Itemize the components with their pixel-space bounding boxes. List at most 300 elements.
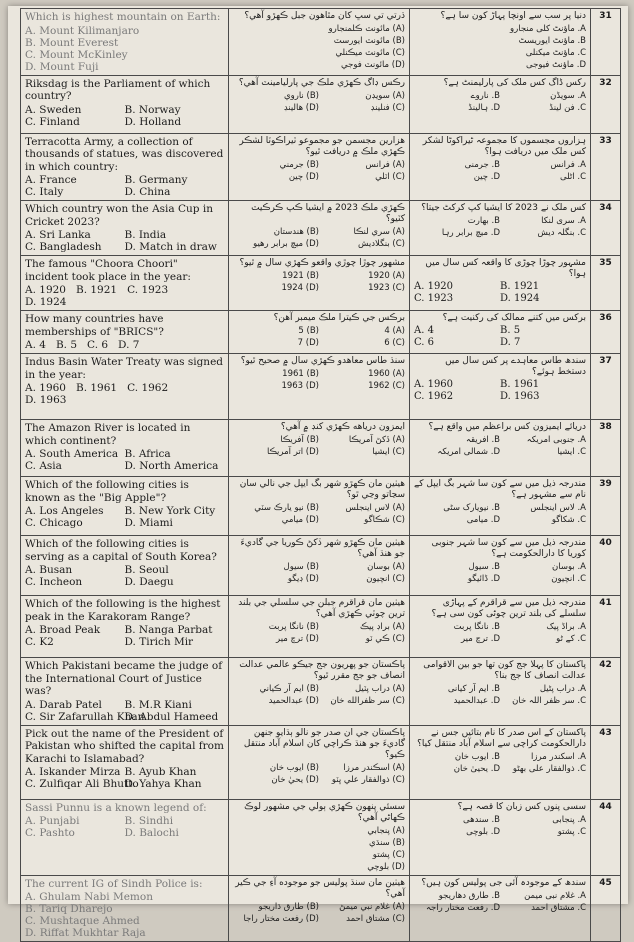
sindhi-question-text: هيٺين مان سنڌ پوليس جو موجوده آءِ جي ڪير آهي؟ bbox=[235, 877, 405, 899]
sindhi-question-text: رڪس ڊاگ ڪهڙي ملڪ جي پارليامينٽ آهي؟ bbox=[238, 77, 405, 88]
option-a: A. دراب پٹیل bbox=[539, 684, 586, 694]
question-number: 43 bbox=[591, 725, 621, 799]
sindhi-question-text: پاڪستان جو پهريون جج جيڪو عالمي عدالت انصاف جو جج مقرر ٿيو؟ bbox=[239, 660, 405, 681]
urdu-question-text: پاکستان کا پہلا جج کون تھا جو بین الاقوامی عدالت انصاف کا جج بنا؟ bbox=[423, 660, 586, 681]
sindhi-question-text: ڪهڙي ملڪ 2023 ۾ ايشيا ڪپ ڪرڪيٽ کٽيو؟ bbox=[251, 203, 405, 224]
question-row bbox=[21, 9, 621, 76]
urdu-options bbox=[414, 215, 586, 239]
question-row bbox=[21, 658, 621, 726]
sindhi-options bbox=[233, 762, 405, 786]
urdu-question-text: سسی پنوں کس زبان کا قصہ ہے؟ bbox=[457, 801, 586, 812]
option-c: C. 1962 bbox=[414, 391, 454, 402]
urdu-question-text: مندرجہ ذیل میں سے قراقرم کے پہاڑی سلسلے کی بلند ترین چوٹی کون سی ہے؟ bbox=[431, 598, 586, 619]
english-question-cell bbox=[21, 256, 229, 311]
option-d: D. عبدالحمید bbox=[453, 696, 500, 706]
sindhi-options bbox=[233, 325, 405, 349]
sindhi-question-cell bbox=[229, 256, 410, 311]
option-c: C. 1923 bbox=[127, 284, 169, 296]
question-number: 31 bbox=[591, 9, 621, 76]
urdu-question-cell bbox=[410, 725, 591, 799]
english-options bbox=[25, 699, 224, 723]
question-row bbox=[21, 536, 621, 596]
option-a: (A) غلام نبي ميمڻ bbox=[339, 901, 405, 912]
urdu-options bbox=[414, 751, 586, 775]
option-a: A. 1920 bbox=[25, 284, 66, 296]
english-options bbox=[25, 339, 224, 351]
option-d: D. Riffat Mukhtar Raja bbox=[25, 927, 146, 939]
urdu-options bbox=[414, 379, 586, 403]
english-options bbox=[25, 564, 224, 588]
option-b: B. سیول bbox=[468, 562, 500, 572]
english-question-text: The Amazon River is located in which continent? bbox=[25, 422, 191, 447]
option-d: (D) 1963 bbox=[281, 381, 319, 391]
option-a: (A) پنجابي bbox=[367, 825, 405, 836]
urdu-question-text: کس ملک نے 2023 کا ایشیا کپ کرکٹ جیتا؟ bbox=[421, 203, 586, 213]
question-row bbox=[21, 477, 621, 536]
option-c: C. Finland bbox=[25, 115, 80, 128]
option-b: (B) نيو يارڪ سٽي bbox=[254, 503, 319, 513]
option-a: A. South America bbox=[25, 448, 119, 460]
urdu-question-cell bbox=[410, 477, 591, 536]
option-d: D. شمالی امریکہ bbox=[437, 447, 500, 457]
question-number: 36 bbox=[591, 311, 621, 354]
option-c: (C) پشتو bbox=[372, 849, 405, 860]
option-a: A. سویڈن bbox=[550, 90, 586, 101]
question-number: 33 bbox=[591, 133, 621, 201]
option-d: D. 1924 bbox=[25, 296, 67, 308]
sindhi-question-cell bbox=[229, 9, 410, 76]
option-a: (A) سويڊن bbox=[365, 90, 405, 101]
option-c: C. شکاگو bbox=[551, 515, 586, 525]
sindhi-question-text: مشهور چوڙا چوڙي واقعو ڪهڙي سال ۾ ٿيو؟ bbox=[239, 258, 405, 268]
option-b: (B) 1921 bbox=[282, 271, 319, 281]
english-options bbox=[25, 766, 224, 790]
option-a: A. پنجابی bbox=[552, 814, 586, 825]
option-d: D. Holland bbox=[124, 115, 182, 128]
option-c: C. بنگلہ دیش bbox=[537, 228, 586, 238]
option-c: (C) 6 bbox=[384, 338, 405, 348]
option-a: (A) لاس اينجلس bbox=[345, 503, 405, 513]
urdu-question-text: مشہور چوڑا چوڑی کا واقعہ کس سال میں ہوا؟ bbox=[425, 258, 586, 279]
option-c: C. اٹلی bbox=[560, 171, 586, 182]
option-c: C. Incheon bbox=[25, 576, 83, 588]
option-a: A. 1960 bbox=[25, 382, 66, 394]
option-a: (A) مائونٽ ڪلمنجارو bbox=[328, 24, 405, 34]
option-a: A. Ghulam Nabi Memon bbox=[25, 891, 153, 903]
english-question-text: Sassi Punnu is a known legend of: bbox=[25, 801, 207, 814]
sindhi-question-text: هزارين مجسمن جو مجموعو ٽيراڪوٽا لشڪر ڪهڙي ملڪ ۾ دريافت ٿيو؟ bbox=[239, 135, 405, 157]
sindhi-options bbox=[233, 23, 405, 71]
option-d: (D) عبدالحميد bbox=[268, 696, 319, 706]
urdu-question-text: رکس ڈاگ کس ملک کی پارلیمنٹ ہے؟ bbox=[443, 77, 586, 88]
sindhi-options bbox=[233, 159, 405, 183]
option-b: B. نانگا پربت bbox=[453, 622, 500, 632]
option-c: (C) ذوالفقار علي ڀٽو bbox=[331, 774, 405, 785]
sindhi-question-cell bbox=[229, 875, 410, 942]
option-c: C. ایشیا bbox=[557, 447, 586, 457]
option-d: (D) ترچ مير bbox=[276, 634, 319, 644]
option-d: D. Abdul Hameed bbox=[124, 710, 219, 723]
option-c: C. سر ظفر اللہ خان bbox=[512, 696, 586, 706]
option-a: A. 1920 bbox=[414, 281, 454, 292]
option-c: (C) ايشيا bbox=[372, 447, 405, 457]
option-d: D. رفعت مختار راجہ bbox=[426, 902, 500, 913]
option-b: B. افریقہ bbox=[465, 435, 500, 445]
option-d: D. میچ برابر رہا bbox=[441, 228, 500, 238]
urdu-question-text: سندھ کے موجودہ آئی جی پولیس کون ہیں؟ bbox=[421, 877, 586, 888]
urdu-options bbox=[414, 502, 586, 526]
urdu-question-cell bbox=[410, 420, 591, 477]
sindhi-options bbox=[233, 226, 405, 250]
english-question-text: Terracotta Army, a collection of thousands of statues, was discovered in which country: bbox=[25, 135, 224, 173]
sindhi-question-text: هيٺين مان ڪهڙو شهر ڏکڻ ڪوريا جي گاديءَ جو هنڌ آهي؟ bbox=[240, 538, 405, 559]
option-d: D. 1963 bbox=[500, 391, 540, 402]
english-options bbox=[25, 815, 224, 839]
sindhi-options bbox=[233, 434, 405, 458]
option-a: (A) سري لنڪا bbox=[353, 227, 405, 237]
english-question-cell bbox=[21, 725, 229, 799]
question-number: 40 bbox=[591, 536, 621, 596]
urdu-options bbox=[414, 281, 586, 305]
option-c: C. Zulfiqar Ali Bhutto bbox=[25, 778, 139, 790]
english-question-text: Indus Basin Water Treaty was signed in the year: bbox=[25, 356, 223, 381]
english-options bbox=[25, 448, 224, 472]
english-question-cell bbox=[21, 75, 229, 133]
option-d: D. ترچ میر bbox=[460, 634, 500, 644]
option-a: (A) اسڪندر مرزا bbox=[343, 762, 405, 773]
option-a: (A) 4 bbox=[384, 326, 405, 336]
option-d: (D) مائونٽ فوجي bbox=[340, 60, 405, 70]
sindhi-question-cell bbox=[229, 799, 410, 875]
option-b: (B) 5 bbox=[298, 326, 319, 336]
option-b: (B) آفريڪا bbox=[280, 435, 319, 445]
urdu-options bbox=[414, 890, 586, 914]
option-d: (D) بلوچي bbox=[367, 861, 405, 872]
option-d: D. چین bbox=[473, 171, 500, 182]
option-d: D. ہالینڈ bbox=[468, 102, 500, 113]
option-b: B. جرمنی bbox=[464, 159, 500, 170]
question-row bbox=[21, 596, 621, 658]
option-d: D. 1924 bbox=[500, 293, 540, 304]
option-b: B. 1921 bbox=[75, 284, 118, 296]
option-c: (C) انچيون bbox=[366, 574, 405, 584]
urdu-options bbox=[414, 90, 586, 114]
english-question-text: The famous "Choora Choori" incident took place in the year: bbox=[25, 258, 191, 283]
sindhi-options bbox=[233, 621, 405, 645]
option-c: C. مشتاق احمد bbox=[531, 902, 586, 913]
option-a: A. 4 bbox=[414, 325, 434, 336]
option-b: B. 5 bbox=[500, 325, 521, 336]
option-a: (A) براڊ پيڪ bbox=[360, 622, 405, 632]
option-b: B. ناروے bbox=[470, 90, 500, 101]
option-c: (C) مشتاق احمد bbox=[346, 913, 405, 924]
english-question-text: Which is highest mountain on Earth: bbox=[25, 11, 221, 23]
option-c: C. Mount McKinley bbox=[25, 48, 128, 61]
question-number: 44 bbox=[591, 799, 621, 875]
english-options bbox=[25, 25, 224, 73]
option-b: (B) جرمني bbox=[279, 159, 319, 170]
option-d: D. یحییٰ خان bbox=[453, 763, 500, 774]
option-b: (B) سيول bbox=[283, 562, 319, 572]
option-d: (D) چين bbox=[288, 171, 319, 182]
option-c: C. Pashto bbox=[25, 827, 75, 839]
sindhi-question-text: سسئي پنهون ڪهڙي ٻولي جي مشهور لوڪ ڪهاڻي آهي؟ bbox=[244, 801, 405, 823]
option-c: C. 1962 bbox=[127, 382, 169, 394]
option-d: D. China bbox=[124, 186, 171, 198]
sindhi-question-cell bbox=[229, 477, 410, 536]
option-b: B. New York City bbox=[124, 505, 216, 517]
option-d: D. Balochi bbox=[124, 827, 179, 839]
option-c: (C) ڪي ٽو bbox=[365, 634, 405, 644]
sindhi-question-cell bbox=[229, 75, 410, 133]
option-c: C. ماؤنٹ میکنلی bbox=[525, 48, 586, 58]
option-c: (C) بنگلاديش bbox=[358, 239, 405, 249]
question-row bbox=[21, 799, 621, 875]
option-d: D. Match in draw bbox=[124, 241, 217, 253]
option-c: C. 6 bbox=[414, 337, 435, 348]
option-c: C. ذوالفقار علی بھٹو bbox=[512, 763, 586, 774]
sindhi-options bbox=[233, 502, 405, 526]
question-number: 32 bbox=[591, 75, 621, 133]
option-a: (A) فرانس bbox=[365, 159, 405, 170]
question-row bbox=[21, 256, 621, 311]
option-d: (D) 1924 bbox=[281, 283, 319, 293]
option-d: (D) ڊيگو bbox=[287, 574, 319, 584]
english-question-text: Which of the following is the highest peak in the Karakoram Range? bbox=[25, 598, 221, 623]
option-b: B. ماؤنٹ ایوریسٹ bbox=[518, 36, 586, 46]
question-number: 38 bbox=[591, 420, 621, 477]
option-c: (C) 1923 bbox=[368, 283, 405, 293]
option-a: A. بوسان bbox=[552, 562, 586, 572]
option-c: C. K2 bbox=[25, 636, 54, 648]
sindhi-options bbox=[233, 901, 405, 925]
english-question-text: Which of the following cities is serving as a capital of South Korea? bbox=[25, 538, 217, 563]
urdu-question-text: مندرجہ ذیل میں سے کون سا شہر بگ ایپل کے نام سے مشہور ہے؟ bbox=[414, 479, 586, 500]
option-a: A. Sri Lanka bbox=[25, 229, 91, 241]
sindhi-question-cell bbox=[229, 658, 410, 726]
option-b: (B) نانگا پربت bbox=[268, 622, 319, 632]
option-d: D. 7 bbox=[500, 337, 521, 348]
english-question-cell bbox=[21, 477, 229, 536]
option-d: D. 7 bbox=[118, 339, 140, 351]
urdu-options bbox=[414, 159, 586, 183]
question-number: 34 bbox=[591, 201, 621, 256]
sindhi-question-cell bbox=[229, 201, 410, 256]
urdu-options bbox=[414, 621, 586, 645]
option-c: C. Sir Zafarullah Khan bbox=[25, 710, 145, 723]
urdu-question-text: پاکستان کے اس صدر کا نام بتائیں جس نے دارالحکومت کراچی سے اسلام آباد منتقل کیا؟ bbox=[417, 727, 586, 749]
english-question-cell bbox=[21, 536, 229, 596]
english-options bbox=[25, 229, 224, 253]
option-b: B. Sindhi bbox=[124, 815, 174, 827]
option-a: A. Iskander Mirza bbox=[25, 766, 121, 778]
option-a: A. جنوبی امریکہ bbox=[526, 435, 586, 445]
urdu-question-text: دنیا پر سب سے اونچا پہاڑ کون سا ہے؟ bbox=[440, 11, 586, 21]
option-c: C. فن لینڈ bbox=[549, 102, 586, 113]
urdu-options bbox=[414, 814, 586, 838]
english-question-cell bbox=[21, 354, 229, 420]
option-d: (D) اتر آمريڪا bbox=[267, 447, 319, 457]
option-b: B. Tariq Dharejo bbox=[25, 903, 113, 915]
urdu-question-cell bbox=[410, 256, 591, 311]
option-b: (B) 1961 bbox=[282, 369, 319, 379]
questions-table bbox=[20, 8, 621, 942]
option-b: B. Africa bbox=[124, 448, 171, 460]
sindhi-question-cell bbox=[229, 596, 410, 658]
urdu-question-cell bbox=[410, 75, 591, 133]
option-b: B. 1961 bbox=[500, 379, 540, 390]
urdu-question-cell bbox=[410, 133, 591, 201]
option-b: (B) سنڌي bbox=[369, 837, 405, 848]
english-question-cell bbox=[21, 420, 229, 477]
option-b: B. M.R Kiani bbox=[124, 698, 192, 711]
english-question-text: Which country won the Asia Cup in Cricket 2023? bbox=[25, 203, 213, 228]
option-b: B. سندھی bbox=[463, 814, 500, 825]
sindhi-question-text: برڪس جي ڪيترا ملڪ ميمبر آهن؟ bbox=[273, 313, 405, 323]
sindhi-question-cell bbox=[229, 420, 410, 477]
option-d: D. 1963 bbox=[25, 394, 67, 406]
sindhi-question-cell bbox=[229, 311, 410, 354]
option-b: B. بھارت bbox=[467, 216, 500, 226]
urdu-question-cell bbox=[410, 799, 591, 875]
option-a: A. اسکندر مرزا bbox=[531, 751, 586, 762]
option-d: D. Mount Fuji bbox=[25, 60, 99, 73]
option-a: (A) 1960 bbox=[368, 369, 405, 379]
option-b: B. Seoul bbox=[124, 564, 169, 576]
sindhi-options bbox=[233, 90, 405, 114]
option-c: C. 1923 bbox=[414, 293, 454, 304]
question-number: 37 bbox=[591, 354, 621, 420]
option-a: A. Mount Kilimanjaro bbox=[25, 24, 140, 37]
option-d: (D) هالينڊ bbox=[283, 102, 319, 113]
english-question-text: How many countries have memberships of "BRICS"? bbox=[25, 313, 164, 338]
option-a: A. براڈ پیک bbox=[546, 622, 586, 632]
english-question-text: Which of the following cities is known as the "Big Apple"? bbox=[25, 479, 189, 504]
option-a: A. لاس اینجلس bbox=[530, 503, 586, 513]
urdu-question-cell bbox=[410, 354, 591, 420]
question-row bbox=[21, 725, 621, 799]
option-d: (D) 7 bbox=[297, 338, 319, 348]
english-options bbox=[25, 174, 224, 198]
option-a: (A) بوسان bbox=[367, 562, 405, 572]
question-row bbox=[21, 201, 621, 256]
option-a: A. Los Angeles bbox=[25, 505, 104, 517]
english-options bbox=[25, 104, 224, 128]
option-b: B. 5 bbox=[55, 339, 78, 351]
urdu-question-text: سندھ طاس معاہدے پر کس سال میں دستخط ہوئے؟ bbox=[445, 356, 586, 377]
option-b: (B) هندستان bbox=[273, 227, 319, 237]
question-row bbox=[21, 420, 621, 477]
english-question-cell bbox=[21, 596, 229, 658]
option-a: A. سری لنکا bbox=[541, 216, 586, 226]
option-a: A. Darab Patel bbox=[25, 698, 102, 711]
option-b: B. طارق دھاریجو bbox=[438, 890, 500, 901]
exam-paper-sheet bbox=[8, 6, 628, 939]
option-c: C. Mushtaque Ahmed bbox=[25, 915, 140, 927]
option-c: C. انچیون bbox=[551, 574, 586, 584]
option-c: (C) اٽلي bbox=[375, 171, 405, 182]
english-question-text: Riksdag is the Parliament of which country? bbox=[25, 77, 211, 102]
english-question-cell bbox=[21, 799, 229, 875]
urdu-question-text: مندرجہ ذیل میں سے کون سا شہر جنوبی کوریا کا دارالحکومت ہے؟ bbox=[431, 538, 586, 559]
option-c: (C) شڪاگو bbox=[364, 515, 405, 525]
sindhi-options bbox=[233, 561, 405, 585]
option-d: (D) ميامي bbox=[281, 515, 319, 525]
option-a: (A) ڏکڻ آمريڪا bbox=[348, 435, 405, 445]
option-d: D. ماؤنٹ فیوجی bbox=[526, 60, 586, 70]
english-question-cell bbox=[21, 658, 229, 726]
urdu-options bbox=[414, 434, 586, 458]
option-a: A. Sweden bbox=[25, 103, 82, 116]
option-a: A. ماؤنٹ کلی منجارو bbox=[510, 24, 586, 34]
english-question-text: Pick out the name of the President of Pakistan who shifted the capital from Karachi to Islamabad? bbox=[25, 727, 224, 765]
sindhi-options bbox=[233, 270, 405, 294]
option-c: C. Italy bbox=[25, 186, 64, 198]
sindhi-question-text: ڌرتي تي سڀ کان مٿاهون جبل ڪهڙو آهي؟ bbox=[244, 11, 405, 21]
question-row bbox=[21, 311, 621, 354]
urdu-options bbox=[414, 561, 586, 585]
urdu-question-cell bbox=[410, 311, 591, 354]
option-b: (B) ايم آر ڪياني bbox=[259, 684, 319, 694]
sindhi-question-text: پاڪستان جي ان صدر جو نالو ٻڌايو جنهن گاديءَ جو هنڌ ڪراچي کان اسلام آباد منتقل ڪيو؟ bbox=[243, 727, 405, 760]
option-b: (B) ايوب خان bbox=[269, 762, 319, 773]
option-b: (B) ناروي bbox=[283, 90, 319, 101]
sindhi-question-text: هيٺين مان قراقرم جبلن جي سلسلي جي بلند ترين چوٽي ڪهڙي آهي؟ bbox=[238, 598, 405, 619]
english-question-cell bbox=[21, 201, 229, 256]
option-c: (C) 1962 bbox=[368, 381, 405, 391]
option-b: B. نیویارک سٹی bbox=[443, 503, 500, 513]
sindhi-question-cell bbox=[229, 133, 410, 201]
urdu-question-cell bbox=[410, 596, 591, 658]
english-options bbox=[25, 624, 224, 648]
sindhi-options bbox=[233, 683, 405, 707]
urdu-question-cell bbox=[410, 201, 591, 256]
question-number: 39 bbox=[591, 477, 621, 536]
urdu-question-text: ہزاروں مجسموں کا مجموعہ ٹیراکوٹا لشکر کس ملک میں دریافت ہوا؟ bbox=[422, 135, 586, 157]
sindhi-question-cell bbox=[229, 354, 410, 420]
question-row bbox=[21, 133, 621, 201]
sindhi-question-text: سنڌ طاس معاهدو ڪهڙي سال ۾ صحيح ٿيو؟ bbox=[240, 356, 405, 366]
sindhi-question-text: هيٺين مان ڪهڙو شهر بگ ايپل جي نالي سان سڃاتو وڃي ٿو؟ bbox=[239, 479, 405, 500]
sindhi-options bbox=[233, 368, 405, 392]
option-b: B. 1961 bbox=[75, 382, 118, 394]
sindhi-options bbox=[233, 825, 405, 873]
option-d: D. ڈائیگو bbox=[467, 574, 500, 584]
option-c: (C) فنلينڊ bbox=[370, 102, 405, 113]
option-b: B. Ayub Khan bbox=[124, 766, 197, 778]
option-b: B. Mount Everest bbox=[25, 36, 119, 49]
option-a: A. Punjabi bbox=[25, 815, 80, 827]
urdu-question-cell bbox=[410, 9, 591, 76]
option-b: B. Germany bbox=[124, 174, 188, 186]
option-c: C. 6 bbox=[87, 339, 109, 351]
urdu-question-cell bbox=[410, 536, 591, 596]
sindhi-question-text: ايمزون درياهه ڪهڙي کنڊ ۾ آهي؟ bbox=[280, 422, 405, 432]
urdu-question-cell bbox=[410, 658, 591, 726]
option-b: B. India bbox=[124, 229, 167, 241]
option-b: (B) مائونٽ ايورسٽ bbox=[333, 36, 405, 46]
urdu-options bbox=[414, 23, 586, 71]
option-c: C. پشتو bbox=[557, 826, 586, 837]
question-row bbox=[21, 75, 621, 133]
urdu-question-cell bbox=[410, 875, 591, 942]
question-row bbox=[21, 875, 621, 942]
option-d: (D) يحيٰ خان bbox=[271, 774, 319, 785]
option-a: A. France bbox=[25, 174, 77, 186]
english-options bbox=[25, 284, 224, 308]
question-number: 35 bbox=[591, 256, 621, 311]
english-options bbox=[25, 382, 224, 406]
